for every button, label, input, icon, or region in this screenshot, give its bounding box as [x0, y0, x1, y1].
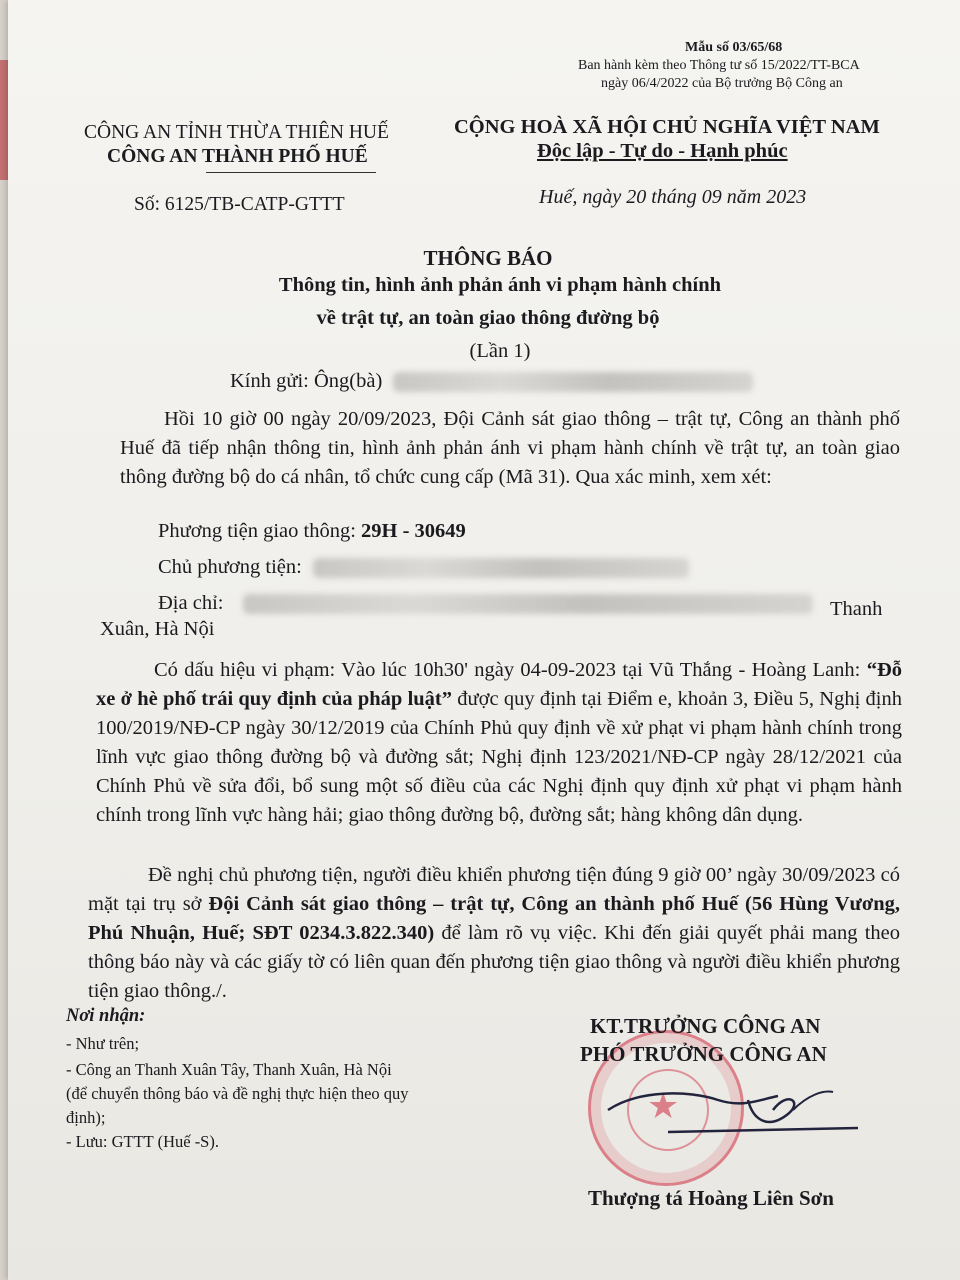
- recipient-1: - Như trên;: [66, 1034, 140, 1053]
- document-number: Số: 6125/TB-CATP-GTTT: [134, 194, 345, 215]
- violation-paragraph: [96, 656, 902, 830]
- request-intro: Đề nghị chủ phương tiện, người điều khiển phương tiện đúng 9 giờ 00’ ngày 30/09/2023 có mặt tại trụ sở: [88, 864, 900, 915]
- recipient-archive: - Lưu: GTTT (Huế -S).: [66, 1132, 219, 1151]
- vehicle-label: Phương tiện giao thông:: [158, 520, 356, 542]
- intro-paragraph: Hồi 10 giờ 00 ngày 20/09/2023, Đội Cảnh sát giao thông – trật tự, Công an thành phố Huế đã tiếp nhận thông tin, hình ảnh phản ánh vi phạm hành chính về trật tự, an toàn giao thông đường bộ do cá nhân, tổ chức cung cấp (Mã 31). Qua xác minh, xem xét:: [120, 408, 900, 488]
- violation-legal-basis: được quy định tại Điểm e, khoản 3, Điều 5, Nghị định 100/2019/NĐ-CP ngày 30/12/2019 của Chính Phủ quy định về xử phạt vi phạm hành chính trong lĩnh vực giao thông đường bộ và đường sắt; Nghị định 123/2021/NĐ-CP ngày 28/12/2021 của Chính Phủ về sửa đổi, bổ sung một số điều của các Nghị định quy định xử phạt vi phạm hành chính trong lĩnh vực hàng hải; giao thông đường bộ, đường sắt; hàng không dân dụng.: [96, 688, 902, 826]
- greeting: [230, 370, 753, 393]
- violation-description: “Đỗ xe ở hè phố trái quy định của pháp luật”: [96, 659, 902, 710]
- vehicle-row: [158, 520, 466, 543]
- handwritten-signature-icon: [568, 1070, 868, 1160]
- document-subtitle-1: Thông tin, hình ảnh phản ánh vi phạm hành chính: [278, 274, 722, 296]
- owner-label: Chủ phương tiện:: [158, 556, 302, 578]
- agency-parent: CÔNG AN TỈNH THỪA THIÊN HUẾ: [84, 122, 389, 143]
- signature-title-1: KT.TRƯỞNG CÔNG AN: [590, 1014, 821, 1038]
- address-label: Địa chỉ:: [158, 592, 224, 614]
- agency-underline: [206, 172, 376, 173]
- national-motto: Độc lập - Tự do - Hạnh phúc: [537, 140, 788, 162]
- address-city-part1: Thanh: [830, 598, 883, 620]
- place-and-date: Huế, ngày 20 tháng 09 năm 2023: [539, 186, 807, 208]
- redacted-address: [243, 594, 813, 614]
- redacted-recipient-name: [393, 372, 753, 392]
- request-instructions: để làm rõ vụ việc. Khi đến giải quyết phải mang theo thông báo này và các giấy tờ có liên quan đến phương tiện giao thông và người điều khiển phương tiện giao thông./.: [88, 922, 900, 1002]
- seal-star-icon: ★: [647, 1086, 680, 1126]
- form-number: Mẫu số 03/65/68: [685, 40, 783, 55]
- recipient-2-note: (để chuyển thông báo và đề nghị thực hiện theo quy: [66, 1084, 409, 1103]
- recipient-2-note-end: định);: [66, 1108, 106, 1127]
- redacted-owner-name: [313, 558, 689, 578]
- form-ref-line1: Ban hành kèm theo Thông tư số 15/2022/TT-BCA: [578, 58, 860, 73]
- vehicle-plate: 29H - 30649: [361, 520, 466, 542]
- address-city-part2: Xuân, Hà Nội: [100, 618, 215, 640]
- form-ref-line2: ngày 06/4/2022 của Bộ trưởng Bộ Công an: [601, 76, 843, 91]
- document-subtitle-2: về trật tự, an toàn giao thông đường bộ: [316, 307, 660, 329]
- signer-name: Thượng tá Hoàng Liên Sơn: [588, 1186, 834, 1210]
- address-row: [158, 592, 813, 615]
- document-title: THÔNG BÁO: [423, 246, 553, 270]
- greeting-label: Kính gửi: Ông(bà): [230, 370, 383, 392]
- agency-name: CÔNG AN THÀNH PHỐ HUẾ: [107, 146, 368, 167]
- signature-title-2: PHÓ TRƯỞNG CÔNG AN: [580, 1042, 827, 1066]
- owner-row: [158, 556, 689, 579]
- notice-document: [8, 0, 960, 1280]
- recipient-2: - Công an Thanh Xuân Tây, Thanh Xuân, Hà Nội: [66, 1060, 392, 1079]
- notice-count: (Lần 1): [469, 340, 531, 362]
- violation-intro: Có dấu hiệu vi phạm: Vào lúc 10h30' ngày 04-09-2023 tại Vũ Thắng - Hoàng Lanh:: [154, 659, 867, 681]
- recipients-heading: Nơi nhận:: [66, 1006, 146, 1026]
- request-location: Đội Cảnh sát giao thông – trật tự, Công an thành phố Huế (56 Hùng Vương, Phú Nhuận, Huế; SĐT 0234.3.822.340): [88, 893, 900, 944]
- request-paragraph: [88, 861, 900, 1006]
- country-name: CỘNG HOÀ XÃ HỘI CHỦ NGHĨA VIỆT NAM: [454, 116, 880, 138]
